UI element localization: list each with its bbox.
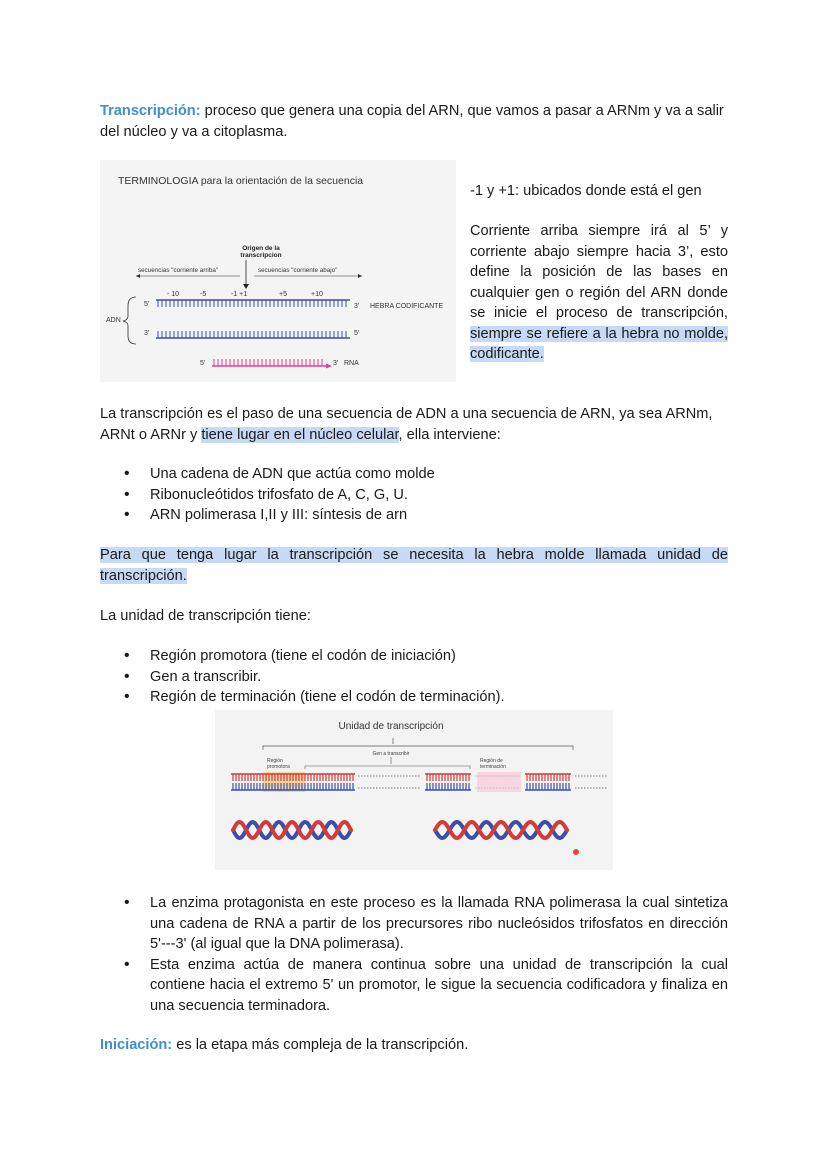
transcription-text-1: La transcripción es el paso de una secuencia de ADN a una secuencia de ARN, ya sea ARNm, ARNt o ARNr y [100, 406, 713, 443]
unit-has-paragraph: La unidad de transcripción tiene: [100, 608, 311, 624]
coding-strand-label: HEBRA CODIFICANTE [370, 303, 444, 310]
list-item: • Esta enzima actúa de manera continua sobre una unidad de transcripción la cual contiene hacia el extremo 5' un promotor, le sigue la secuencia codificadora y finaliza en una secuencia terminadora. [100, 955, 728, 1017]
terminology-diagram [100, 160, 456, 382]
promoter-label-1: Región [267, 758, 283, 764]
list-item: • Región promotora (tiene el codón de iniciación) [100, 646, 728, 667]
template-5prime: 5' [354, 330, 360, 337]
terminator-label-1: Región de [480, 758, 503, 764]
origin-label-1: Origen de la [242, 245, 280, 252]
components-list [100, 464, 728, 526]
figure2-title: Unidad de transcripción [338, 721, 444, 732]
dna-helix-left [233, 822, 351, 838]
unit-highlight-paragraph [100, 545, 728, 586]
transcription-highlight: tiene lugar en el núcleo celular [201, 426, 399, 443]
gen-label: Gen a transcribir [372, 751, 410, 757]
keyword-iniciacion: Iniciación: [100, 1037, 173, 1053]
unit-list [100, 646, 728, 708]
pos-minus10: - 10 [167, 291, 180, 298]
pos-plus5: +5 [279, 291, 287, 298]
pos-minus1-plus1: -1 +1 [231, 291, 248, 298]
downstream-label: secuencias "corriente abajo" [258, 267, 338, 274]
coding-3prime: 3' [354, 303, 360, 310]
intro-text: proceso que genera una copia del ARN, que vamos a pasar a ARNm y va a salir del núcleo y va a citoplasma. [100, 103, 724, 140]
unit-highlight: Para que tenga lugar la transcripción se necesita la hebra molde llamada unidad de transcripción. [100, 547, 728, 584]
dna-helix-right [435, 822, 567, 838]
origin-label-2: transcripcion [240, 252, 282, 259]
list-item: • La enzima protagonista en este proceso es la llamada RNA polimerasa la cual sintetiza una cadena de RNA a partir de los precursores ribo nucleósidos trifosfatos en dirección 5'---3' (al igual que la DNA polimerasa). [100, 893, 728, 955]
figure-terminology [100, 160, 456, 382]
rna-5prime: 5' [200, 360, 206, 367]
side-note-line1: -1 y +1: ubicados donde está el gen [470, 183, 702, 199]
promoter-label-2: promotora [267, 764, 290, 770]
template-3prime: 3' [144, 330, 150, 337]
side-note-highlight: siempre se refiere a la hebra no molde, codificante. [470, 325, 728, 362]
list-item: • Una cadena de ADN que actúa como molde [100, 464, 728, 485]
keyword-transcripcion: Transcripción: [100, 103, 201, 119]
side-note-text: Corriente arriba siempre irá al 5’ y corriente abajo siempre hacia 3’, esto define la posición de las bases en cualquier gen o región del ARN donde se inicie el proceso de transcripción, [470, 223, 728, 321]
transcription-text-2: , ella interviene: [398, 426, 501, 443]
figure-transcription-unit [215, 710, 613, 870]
cursor-dot-icon [573, 849, 579, 855]
rna-3prime: 3' [333, 360, 339, 367]
pos-minus5: -5 [200, 291, 207, 298]
upstream-label: secuencias "corriente arriba" [138, 267, 219, 274]
list-item: • Ribonucleótidos trifosfato de A, C, G, U. [100, 485, 728, 506]
side-note-paragraph [470, 221, 728, 365]
list-item: • Gen a transcribir. [100, 667, 728, 688]
terminator-label-2: terminación [480, 764, 506, 770]
coding-5prime: 5' [144, 301, 150, 308]
figure1-title: TERMINOLOGIA para la orientación de la secuencia [118, 175, 364, 187]
iniciacion-text: es la etapa más compleja de la transcripción. [172, 1037, 469, 1053]
iniciacion-paragraph [100, 1035, 728, 1056]
rna-label: RNA [344, 360, 359, 367]
intro-paragraph [100, 101, 728, 142]
list-item: • Región de terminación (tiene el codón de terminación). [100, 687, 728, 708]
transcription-paragraph [100, 404, 728, 445]
list-item: • ARN polimerasa I,II y III: síntesis de arn [100, 505, 728, 526]
enzyme-list [100, 893, 728, 1016]
transcription-unit-diagram [215, 710, 613, 870]
pos-plus10: +10 [311, 291, 323, 298]
adn-label: ADN [106, 317, 121, 324]
